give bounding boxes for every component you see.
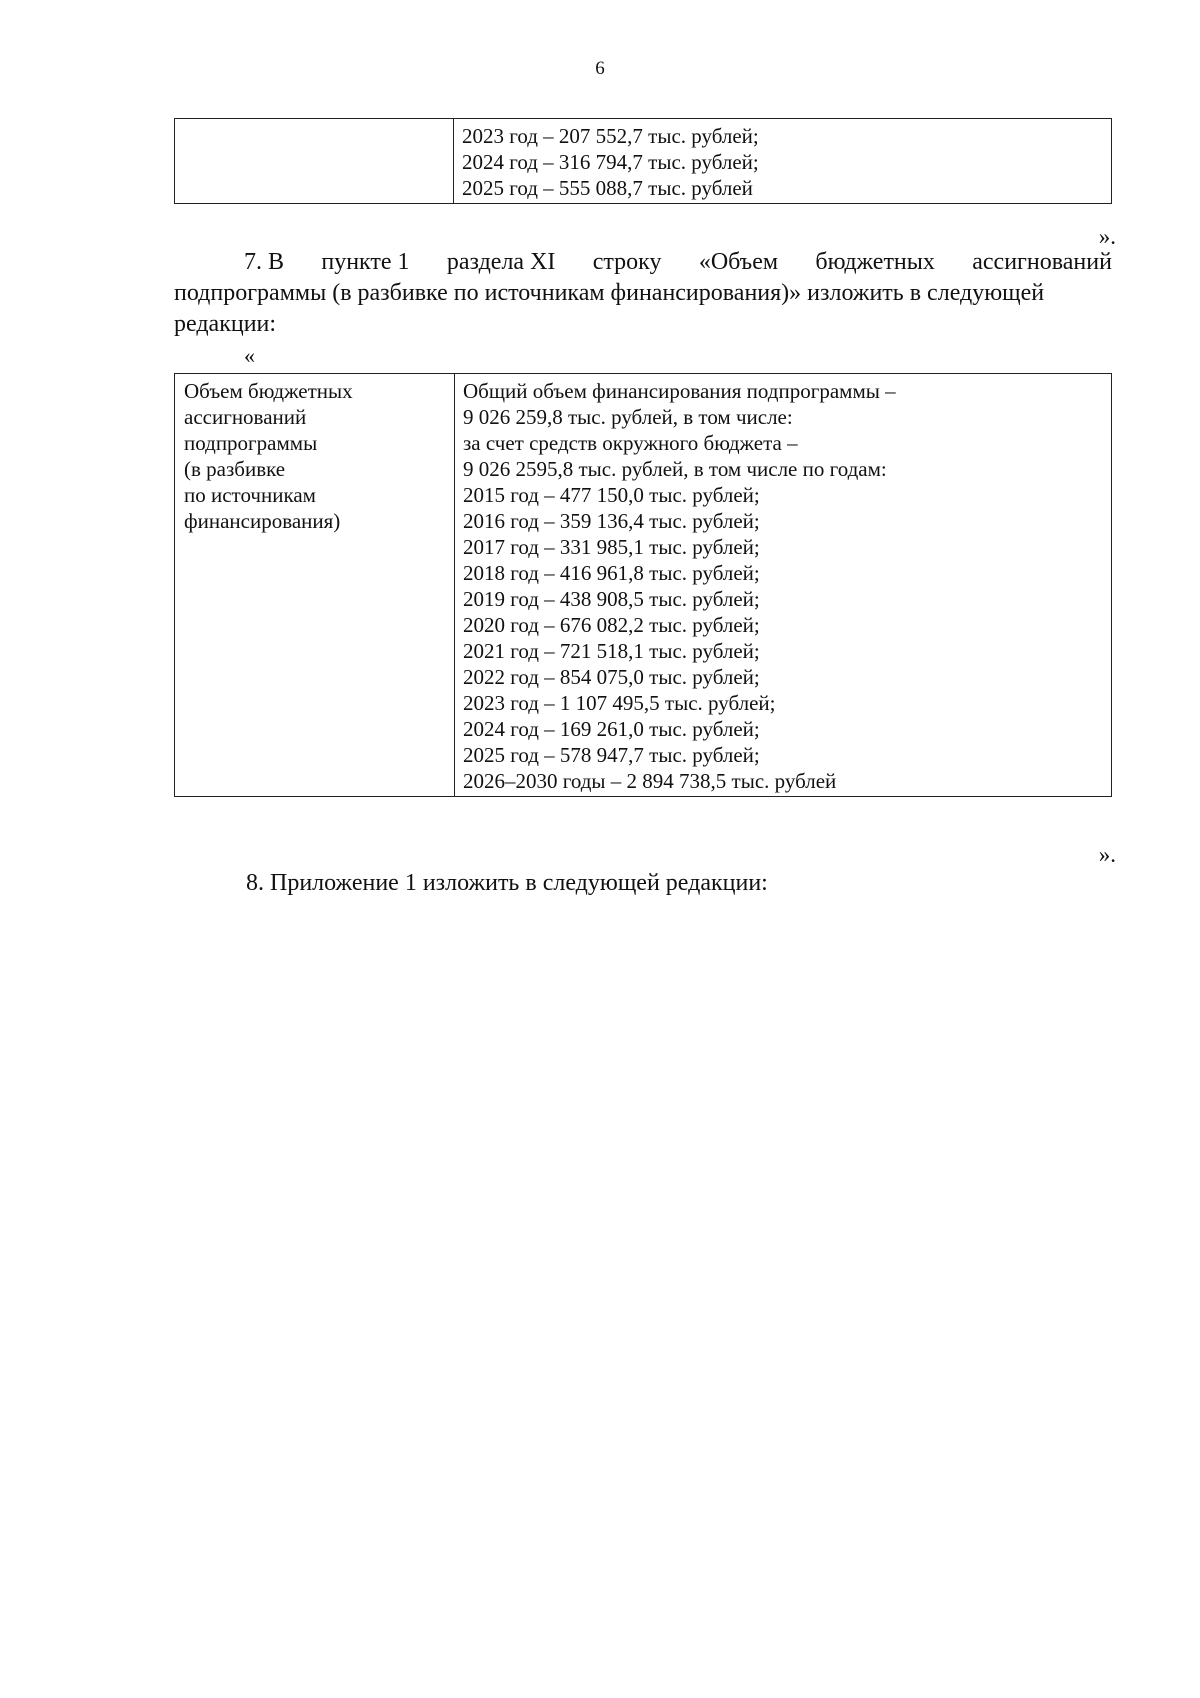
funding-line: Общий объем финансирования подпрограммы –	[463, 379, 896, 403]
word: ассигнований	[972, 249, 1112, 275]
table-row	[175, 119, 1112, 204]
funding-line: 2020 год – 676 082,2 тыс. рублей;	[463, 613, 760, 637]
paragraph-8: 8. Приложение 1 изложить в следующей редакции:	[246, 870, 768, 896]
table-row	[175, 374, 1112, 797]
label-line: подпрограммы	[184, 431, 318, 455]
label-line: ассигнований	[184, 405, 307, 429]
word: строку	[592, 249, 662, 275]
funding-line: 2021 год – 721 518,1 тыс. рублей;	[463, 639, 760, 663]
word: пункте 1	[321, 249, 410, 275]
paragraph-7-line-3: редакции:	[174, 311, 277, 337]
paragraph-7-line-2: подпрограммы (в разбивке по источникам финансирования)» изложить в следующей	[174, 280, 1045, 306]
label-line: финансирования)	[184, 509, 341, 533]
opening-quote: «	[244, 343, 255, 368]
paragraph-7-line-1	[174, 247, 1112, 278]
word: раздела XI	[446, 249, 556, 275]
funding-line: 2022 год – 854 075,0 тыс. рублей;	[463, 665, 760, 689]
label-line: Объем бюджетных	[184, 379, 353, 403]
word: 7. В	[244, 249, 285, 275]
label-line: (в разбивке	[184, 457, 286, 481]
funding-line: 2018 год – 416 961,8 тыс. рублей;	[463, 561, 760, 585]
word: «Объем	[698, 249, 779, 275]
funding-line: 2019 год – 438 908,5 тыс. рублей;	[463, 587, 760, 611]
closing-quote: ».	[1098, 224, 1116, 249]
budget-allocation-table	[174, 373, 1112, 797]
funding-line: 2025 год – 555 088,7 тыс. рублей	[462, 176, 753, 200]
page-number: 6	[595, 58, 605, 79]
paragraph-7	[174, 247, 1112, 340]
funding-line: 2024 год – 169 261,0 тыс. рублей;	[463, 717, 760, 741]
table-top-continuation	[174, 118, 1112, 204]
funding-line: 2024 год – 316 794,7 тыс. рублей;	[462, 150, 759, 174]
funding-line: за счет средств окружного бюджета –	[463, 431, 798, 455]
funding-line: 2016 год – 359 136,4 тыс. рублей;	[463, 509, 760, 533]
label-line: по источникам	[184, 483, 316, 507]
funding-line: 2023 год – 1 107 495,5 тыс. рублей;	[463, 691, 776, 715]
table-top-left-cell	[175, 119, 454, 204]
funding-line: 2017 год – 331 985,1 тыс. рублей;	[463, 535, 760, 559]
funding-line: 2023 год – 207 552,7 тыс. рублей;	[462, 124, 759, 148]
budget-label-cell	[175, 374, 455, 797]
closing-quote: ».	[1098, 842, 1116, 867]
funding-line: 2025 год – 578 947,7 тыс. рублей;	[463, 743, 760, 767]
funding-line: 9 026 259,8 тыс. рублей, в том числе:	[463, 405, 793, 429]
budget-values-cell	[455, 374, 1112, 797]
funding-line: 2015 год – 477 150,0 тыс. рублей;	[463, 483, 760, 507]
table-top-right-cell	[454, 119, 1112, 204]
funding-line: 9 026 2595,8 тыс. рублей, в том числе по годам:	[463, 457, 887, 481]
word: бюджетных	[815, 249, 935, 275]
funding-line: 2026–2030 годы – 2 894 738,5 тыс. рублей	[463, 769, 837, 793]
